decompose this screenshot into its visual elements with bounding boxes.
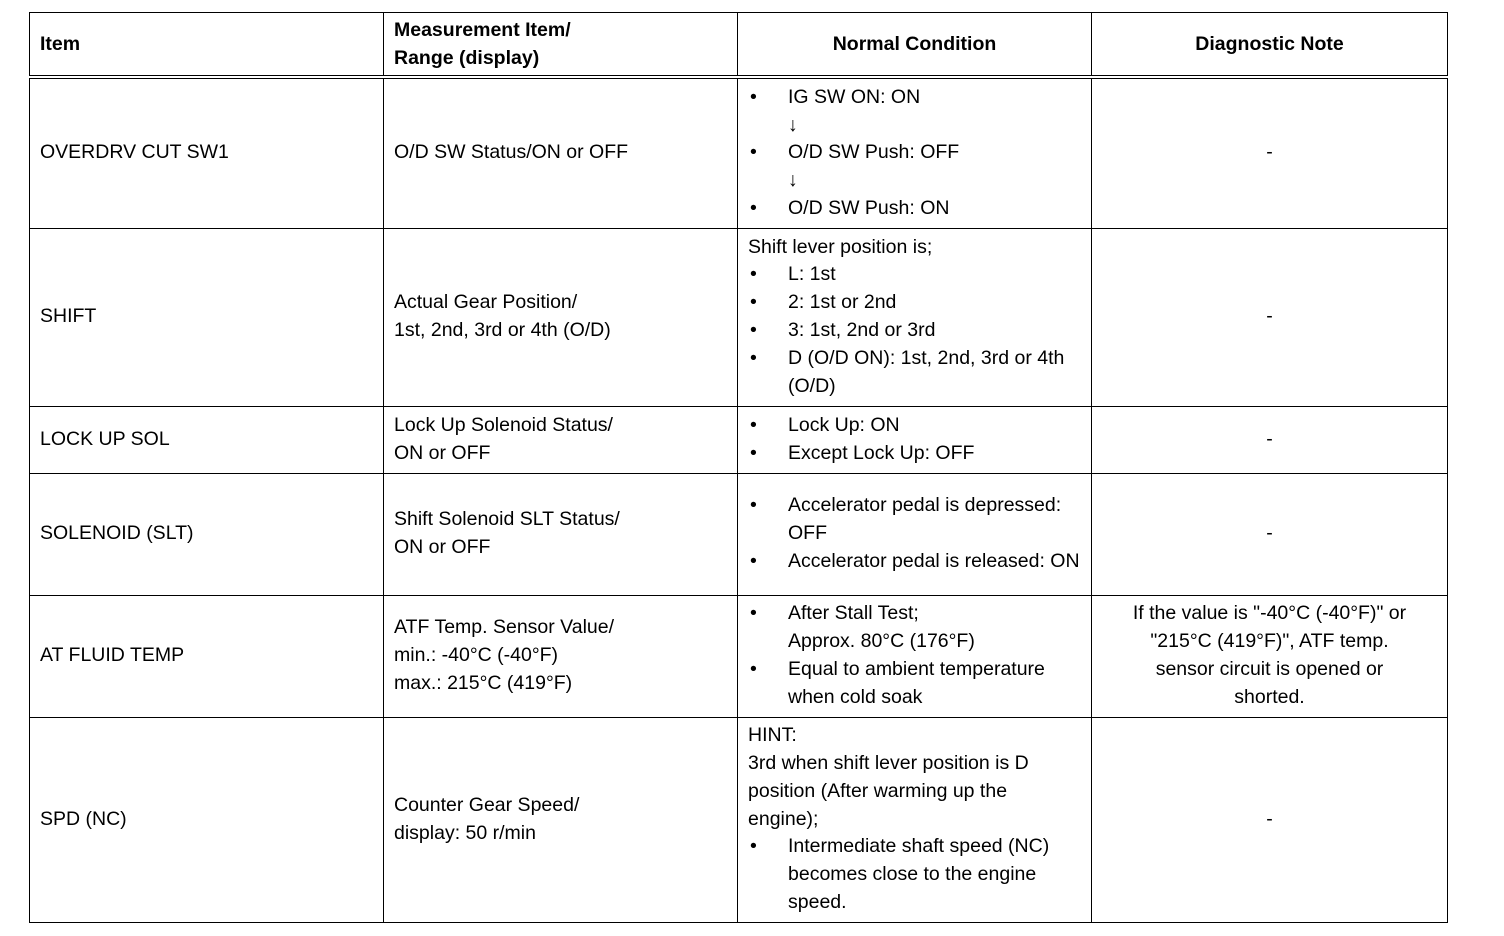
measurement-line: min.: -40°C (-40°F) [394, 644, 559, 667]
normal-condition-cell [738, 473, 1092, 595]
header-measurement-line2: Range (display) [394, 47, 540, 69]
bullet-item: • O/D SW Push: ON [748, 195, 1081, 223]
measurement-cell [384, 406, 738, 473]
table-row [30, 595, 1448, 717]
item-cell: SPD (NC) [30, 717, 384, 922]
down-arrow-icon: ↓ [788, 113, 798, 136]
normal-intro: engine); [748, 807, 819, 830]
measurement-line: O/D SW Status/ON or OFF [394, 141, 629, 164]
note-line: If the value is "-40°C (-40°F)" or [1132, 602, 1407, 625]
item-cell: OVERDRV CUT SW1 [30, 77, 384, 228]
header-measurement-line1: Measurement Item/ [394, 19, 571, 41]
measurement-cell [384, 717, 738, 922]
bullet-item: • Accelerator pedal is depressed: OFF [748, 492, 1081, 548]
normal-condition-cell [738, 717, 1092, 922]
measurement-line: 1st, 2nd, 3rd or 4th (O/D) [394, 319, 611, 341]
measurement-line: display: 50 r/min [394, 821, 536, 844]
header-diagnostic-note: Diagnostic Note [1092, 13, 1448, 78]
diagnostic-note-cell [1092, 595, 1448, 717]
normal-intro: HINT: [748, 724, 797, 747]
table-row [30, 717, 1448, 922]
bullet-list [748, 195, 1081, 223]
diagnostic-note-cell: - [1092, 77, 1448, 228]
measurement-cell [384, 228, 738, 406]
bullet-list [748, 492, 1081, 575]
diagnostic-note-cell: - [1092, 717, 1448, 922]
diagnostic-note-cell: - [1092, 406, 1448, 473]
bullet-item: • Except Lock Up: OFF [748, 440, 1081, 468]
item-cell: SOLENOID (SLT) [30, 473, 384, 595]
measurement-line: ATF Temp. Sensor Value/ [394, 616, 615, 639]
bullet-list [748, 84, 1081, 112]
header-normal-condition: Normal Condition [738, 13, 1092, 78]
measurement-line: max.: 215°C (419°F) [394, 671, 573, 694]
bullet-item-continuation: Approx. 80°C (176°F) [788, 630, 975, 653]
header-row [30, 13, 1448, 78]
normal-condition-cell [738, 595, 1092, 717]
bullet-item: • Accelerator pedal is released: ON [748, 548, 1081, 576]
bullet-item: • Lock Up: ON [748, 412, 1081, 440]
item-cell: LOCK UP SOL [30, 406, 384, 473]
header-measurement [384, 13, 738, 78]
measurement-line: ON or OFF [394, 441, 491, 464]
table-row [30, 473, 1448, 595]
note-line: "215°C (419°F)", ATF temp. [1150, 630, 1389, 653]
bullet-list [748, 833, 1081, 916]
measurement-cell [384, 473, 738, 595]
normal-intro: position (After warming up the [748, 779, 1008, 802]
normal-intro: 3rd when shift lever position is D [748, 752, 1029, 774]
measurement-line: Lock Up Solenoid Status/ [394, 413, 613, 436]
diagnostic-note-cell: - [1092, 473, 1448, 595]
down-arrow-icon: ↓ [788, 169, 798, 192]
normal-condition-cell [738, 406, 1092, 473]
bullet-item: • Equal to ambient temperature when cold soak [748, 656, 1081, 712]
note-line: shorted. [1234, 685, 1305, 708]
header-item: Item [30, 13, 384, 78]
bullet-item: • 3: 1st, 2nd or 3rd [748, 317, 1081, 345]
bullet-item: • 2: 1st or 2nd [748, 289, 1081, 317]
bullet-list [748, 139, 1081, 167]
normal-intro: Shift lever position is; [748, 235, 933, 258]
normal-condition-cell [738, 77, 1092, 228]
diagnostic-note-cell: - [1092, 228, 1448, 406]
bullet-item [748, 600, 1081, 656]
bullet-list [748, 412, 1081, 468]
item-cell: SHIFT [30, 228, 384, 406]
bullet-item: • D (O/D ON): 1st, 2nd, 3rd or 4th (O/D) [748, 345, 1081, 401]
measurement-line: Actual Gear Position/ [394, 291, 578, 314]
measurement-line: Counter Gear Speed/ [394, 793, 580, 816]
table-row [30, 406, 1448, 473]
data-table [29, 12, 1448, 923]
measurement-line: Shift Solenoid SLT Status/ [394, 508, 620, 531]
note-line: sensor circuit is opened or [1155, 658, 1384, 680]
table-row [30, 77, 1448, 228]
normal-condition-cell [738, 228, 1092, 406]
bullet-item-text: • After Stall Test; [788, 602, 919, 625]
table-row [30, 228, 1448, 406]
measurement-cell [384, 77, 738, 228]
measurement-line: ON or OFF [394, 536, 491, 558]
bullet-item: • L: 1st [748, 261, 1081, 289]
bullet-item: • O/D SW Push: OFF [748, 139, 1081, 167]
bullet-item: • IG SW ON: ON [748, 84, 1081, 112]
bullet-item: • Intermediate shaft speed (NC) becomes close to the engine speed. [748, 833, 1081, 916]
bullet-list [748, 600, 1081, 711]
measurement-cell [384, 595, 738, 717]
bullet-list [748, 261, 1081, 400]
item-cell: AT FLUID TEMP [30, 595, 384, 717]
